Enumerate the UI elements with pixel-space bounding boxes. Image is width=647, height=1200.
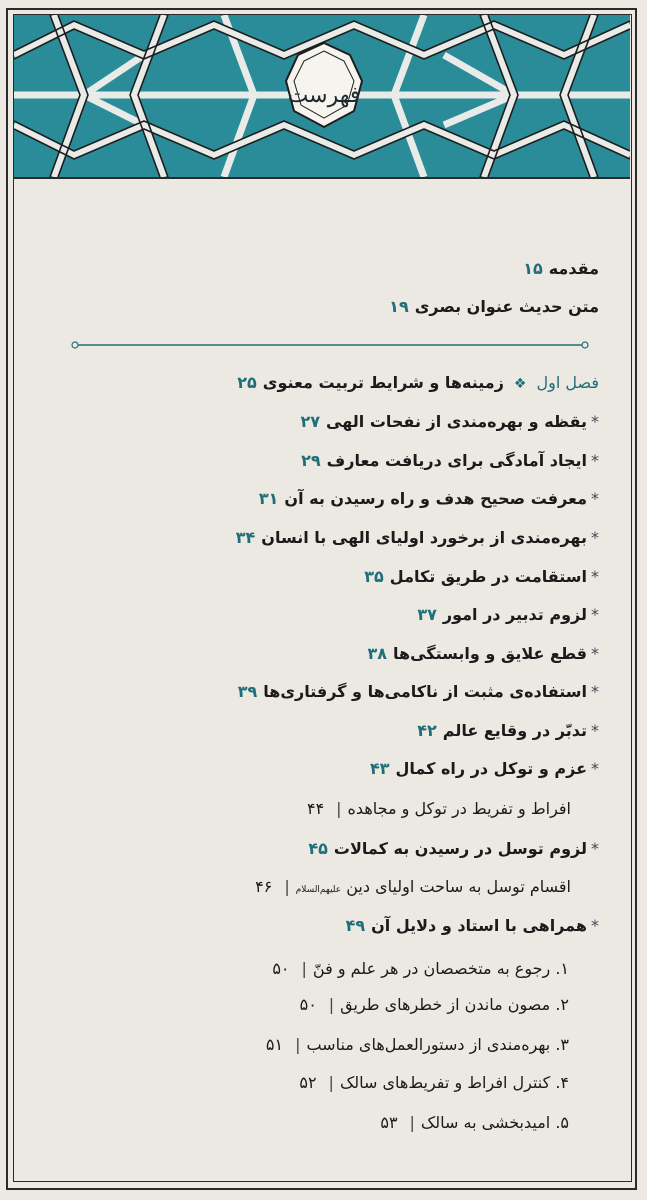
entry-title: همراهی با استاد و دلایل آن <box>371 916 587 935</box>
asterisk-icon: * <box>591 528 599 547</box>
page-number: ۳۱ <box>258 489 279 508</box>
chapter-heading[interactable] <box>237 371 599 396</box>
page-number: ۴۲ <box>417 721 437 740</box>
entry-title: تدبّر در وقایع عالم <box>442 721 587 740</box>
toc-subitem[interactable] <box>307 797 571 821</box>
toc-numbered-item[interactable] <box>380 1111 569 1135</box>
asterisk-icon: * <box>591 759 599 778</box>
page-number: ۳۷ <box>417 605 437 624</box>
toc-item[interactable] <box>300 410 599 434</box>
separator: | <box>328 1073 334 1092</box>
entry-title: استفاده‌ی مثبت از ناکامی‌ها و گرفتاری‌ها <box>263 682 587 701</box>
toc-item[interactable] <box>346 914 599 938</box>
toc-item[interactable] <box>367 642 599 666</box>
entry-title: ۲. مصون ماندن از خطرهای طریق <box>340 995 569 1014</box>
chapter-label: فصل اول <box>536 373 599 392</box>
page-number: ۴۴ <box>306 799 325 818</box>
page-number: ۲۹ <box>301 451 321 470</box>
toc-item[interactable] <box>417 719 599 743</box>
entry-title: ۴. کنترل افراط و تفریط‌های سالک <box>339 1073 569 1092</box>
asterisk-icon: * <box>591 839 599 858</box>
page-number: ۵۲ <box>299 1073 317 1092</box>
asterisk-icon: * <box>591 605 599 624</box>
entry-title: مقدمه <box>548 259 599 278</box>
toc-item[interactable] <box>364 565 599 589</box>
asterisk-icon: * <box>591 682 599 701</box>
page-number: ۵۰ <box>272 959 290 978</box>
page-number: ۲۵ <box>237 373 257 392</box>
entry-title: متن حدیث عنوان بصری <box>414 297 599 316</box>
toc-item[interactable] <box>238 680 599 704</box>
toc-item[interactable] <box>301 449 599 473</box>
entry-title: استقامت در طریق تکامل <box>389 567 587 586</box>
separator: | <box>284 877 290 896</box>
honorific-mark: علیهم‌السلام <box>295 885 342 895</box>
header-banner <box>14 15 630 179</box>
entry-title: یقظه و بهره‌مندی از نفحات الهی <box>326 412 587 431</box>
toc-item[interactable] <box>370 757 599 781</box>
asterisk-icon: * <box>591 489 599 508</box>
entry-title: ایجاد آمادگی برای دریافت معارف <box>326 451 587 470</box>
toc-item[interactable] <box>417 603 599 627</box>
toc-item[interactable] <box>236 526 599 550</box>
diamond-ornament-icon: ❖ <box>513 376 527 392</box>
page-number: ۳۸ <box>367 644 387 663</box>
toc-entry-hadith[interactable] <box>389 295 599 319</box>
toc-numbered-item[interactable] <box>299 1071 569 1095</box>
ornament-divider <box>70 341 590 349</box>
asterisk-icon: * <box>591 451 599 470</box>
entry-title: اقسام توسل به ساحت اولیای دین <box>346 877 571 896</box>
asterisk-icon: * <box>591 916 599 935</box>
entry-title: ۳. بهره‌مندی از دستورالعمل‌های مناسب <box>306 1035 569 1054</box>
page-number: ۳۴ <box>235 528 256 547</box>
separator: | <box>409 1113 415 1132</box>
entry-title: معرفت صحیح هدف و راه رسیدن به آن <box>284 489 587 508</box>
entry-title: افراط و تفریط در توکل و مجاهده <box>347 799 571 818</box>
entry-title: قطع علایق و وابستگی‌ها <box>393 644 587 663</box>
asterisk-icon: * <box>591 721 599 740</box>
asterisk-icon: * <box>591 412 599 431</box>
page-number: ۴۶ <box>255 877 273 896</box>
entry-title: عزم و توکل در راه کمال <box>395 759 587 778</box>
page-number: ۴۵ <box>308 839 328 858</box>
asterisk-icon: * <box>591 567 599 586</box>
page-number: ۴۹ <box>345 916 366 935</box>
toc-numbered-item[interactable] <box>272 957 569 981</box>
toc-item[interactable] <box>259 487 599 511</box>
separator: | <box>301 959 307 978</box>
toc-item[interactable] <box>308 837 599 861</box>
toc-numbered-item[interactable] <box>266 1033 569 1057</box>
page-number: ۱۹ <box>389 297 409 316</box>
separator: | <box>336 799 342 818</box>
page-title: فهرست <box>287 82 361 108</box>
entry-title: لزوم توسل در رسیدن به کمالات <box>333 839 587 858</box>
entry-title: لزوم تدبیر در امور <box>442 605 587 624</box>
page-number: ۵۰ <box>299 995 317 1014</box>
page-number: ۳۵ <box>364 567 384 586</box>
page-number: ۵۱ <box>265 1035 284 1054</box>
toc-entry-intro[interactable] <box>523 257 599 281</box>
separator: | <box>328 995 335 1014</box>
page-number: ۴۳ <box>369 759 390 778</box>
toc-subitem[interactable] <box>255 875 571 902</box>
page-number: ۳۹ <box>237 682 258 701</box>
page-number: ۲۷ <box>300 412 320 431</box>
separator: | <box>295 1035 301 1054</box>
toc-numbered-item[interactable] <box>300 993 569 1017</box>
page-number: ۵۳ <box>380 1113 398 1132</box>
asterisk-icon: * <box>591 644 599 663</box>
chapter-title: زمینه‌ها و شرایط تربیت معنوی <box>262 373 504 392</box>
entry-title: ۱. رجوع به متخصصان در هر علم و فنّ <box>312 959 569 978</box>
entry-title: بهره‌مندی از برخورد اولیای الهی با انسان <box>261 528 587 547</box>
page-number: ۱۵ <box>523 259 543 278</box>
entry-title: ۵. امیدبخشی به سالک <box>420 1113 569 1132</box>
